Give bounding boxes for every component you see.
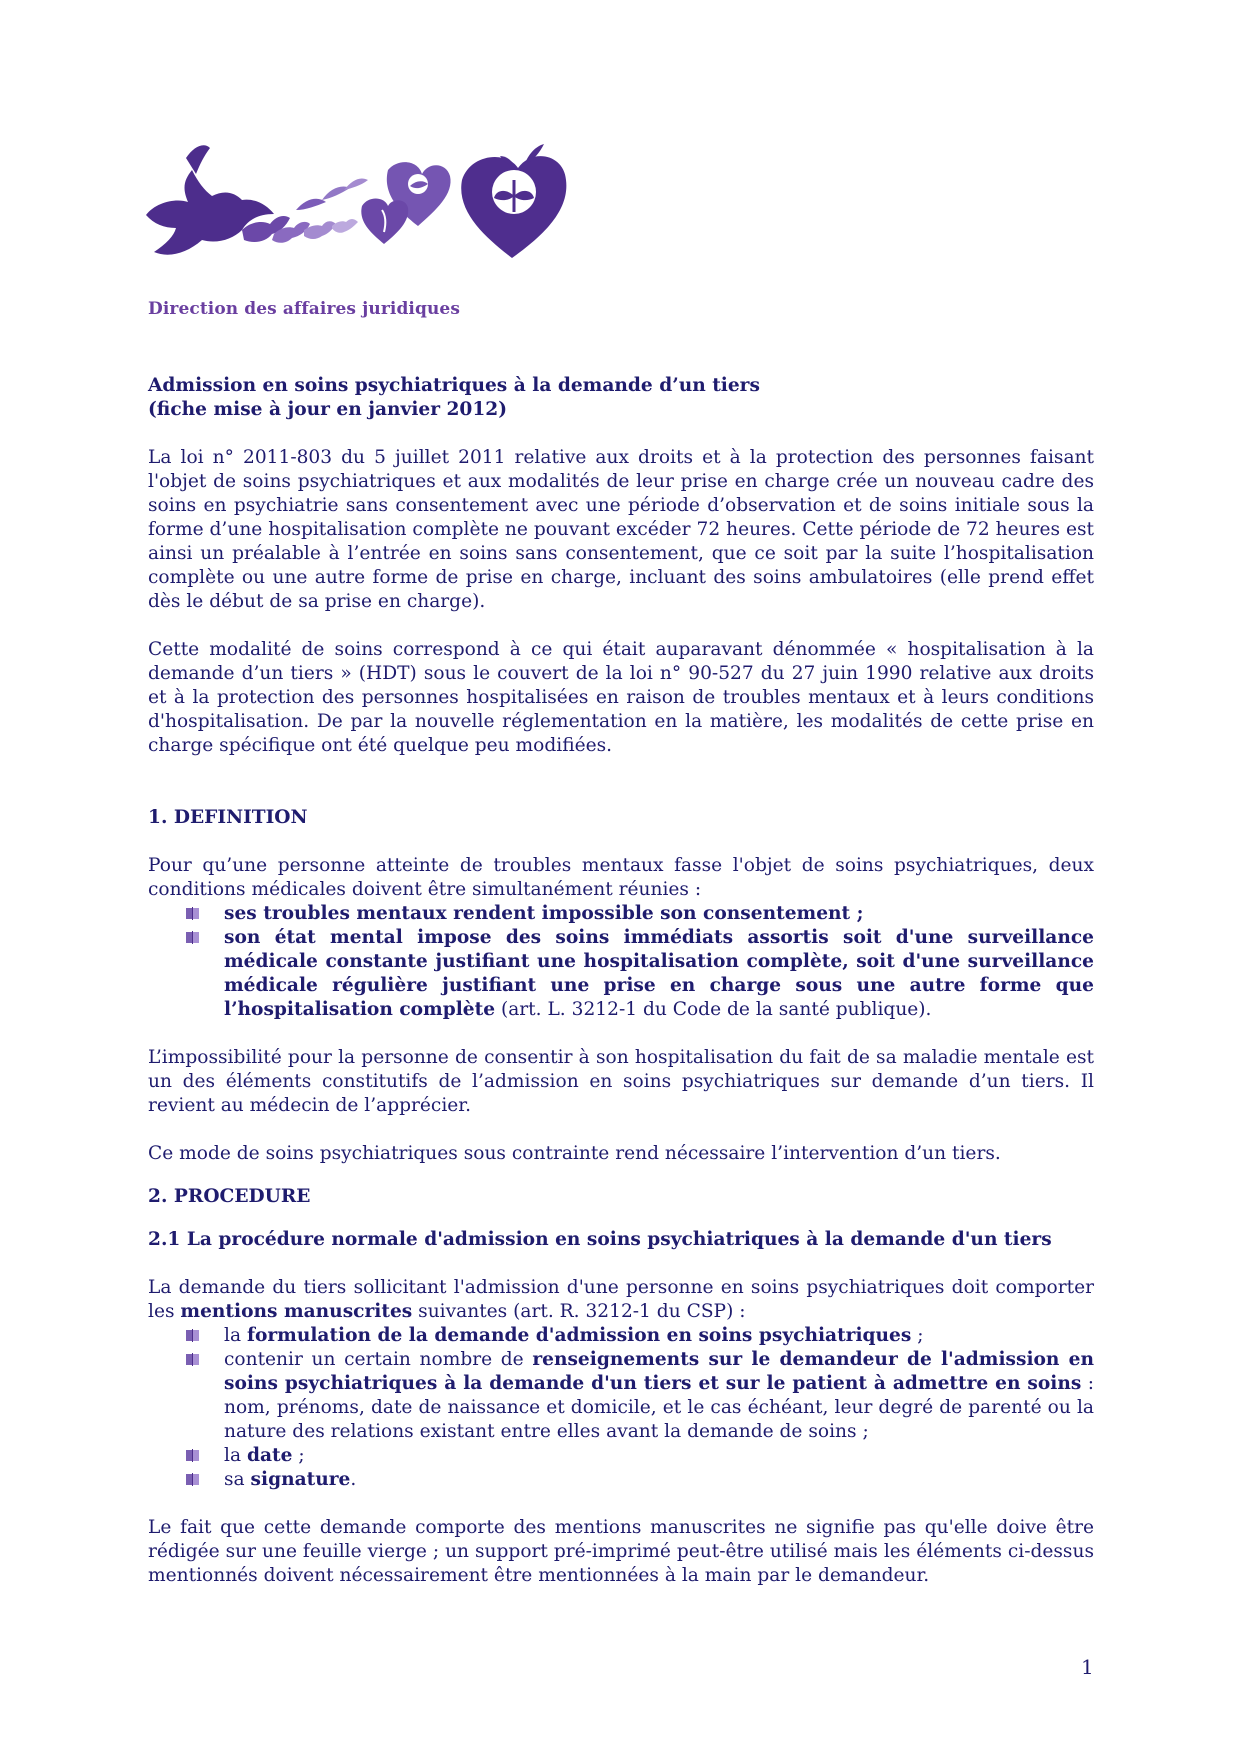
section-1-paragraph-2: L’impossibilité pour la personne de consentir à son hospitalisation du fait de sa maladie mentale est un des éléments constitutifs de l’admission en soins psychiatriques sur demande d’un tiers. Il revient au médecin de l’apprécier. xyxy=(148,1047,1094,1116)
item-pre: la xyxy=(224,1325,247,1346)
intro-paragraph-2: Cette modalité de soins correspond à ce qui était auparavant dénommée « hospitalisation à la demande d’un tiers » (HDT) sous le couvert de la loi n° 90-527 du 27 juin 1990 relative aux droits et à la protection des personnes hospitalisées en raison de troubles mentaux et à leurs conditions d'hospitalisation. De par la nouvelle réglementation en la matière, les modalités de cette prise en charge spécifique ont été quelque peu modifiées. xyxy=(148,639,1094,756)
book-bullet-icon xyxy=(186,1473,199,1486)
list-item xyxy=(148,926,1094,1022)
section-2-intro xyxy=(148,1276,1094,1324)
conditions-list xyxy=(148,902,1094,1022)
intro-paragraph-1: La loi n° 2011-803 du 5 juillet 2011 relative aux droits et à la protection des personnes faisant l'objet de soins psychiatriques et aux modalités de leur prise en charge crée un nouveau cadre des soins en psychiatrie sans consentement avec une période d’observation et de soins initiale sous la forme d’une hospitalisation complète ne pouvant excéder 72 heures. Cette période de 72 heures est ainsi un préalable à l’entrée en soins sans consentement, que ce soit par la suite l’hospitalisation complète ou une autre forme de prise en charge, incluant des soins ambulatoires (elle prend effet dès le début de sa prise en charge). xyxy=(148,447,1094,612)
list-item xyxy=(148,1324,1094,1348)
section-2-intro-text: La demande du tiers sollicitant l'admission d'une personne en soins psychiatriques doit comporter les xyxy=(148,1277,1094,1322)
condition-1: ses troubles mentaux rendent impossible son consentement ; xyxy=(224,903,864,924)
item-pre: sa xyxy=(224,1469,251,1490)
item-bold: renseignements sur le demandeur de l'admission en soins psychiatriques à la demande d'un tiers et sur le patient à admettre en soins xyxy=(224,1349,1094,1394)
item-bold: date xyxy=(246,1445,293,1466)
list-item xyxy=(148,1348,1094,1444)
item-post: . xyxy=(350,1469,357,1490)
list-item xyxy=(148,1444,1094,1468)
list-item xyxy=(148,1468,1094,1492)
book-bullet-icon xyxy=(186,907,199,920)
item-post: ; xyxy=(911,1325,924,1346)
book-bullet-icon xyxy=(186,1329,199,1342)
section-1-heading: 1. DEFINITION xyxy=(148,807,308,828)
list-item xyxy=(148,902,1094,926)
condition-2: son état mental impose des soins immédiats assortis soit d'une surveillance médicale constante justifiant une hospitalisation complète, soit d'une surveillance médicale régulière justifiant une prise en charge sous une autre forme que l’hospitalisation complète xyxy=(224,927,1094,1020)
item-bold: formulation de la demande d'admission en soins psychiatriques xyxy=(246,1325,912,1346)
title-line2: (fiche mise à jour en janvier 2012) xyxy=(148,399,508,420)
section-2-intro-bold: mentions manuscrites xyxy=(180,1301,413,1322)
document-title xyxy=(148,374,1094,422)
book-bullet-icon xyxy=(186,931,199,944)
doves-and-hearts-logo xyxy=(146,140,616,290)
section-1-intro: Pour qu’une personne atteinte de troubles mentaux fasse l'objet de soins psychiatriques, deux conditions médicales doivent être simultanément réunies : xyxy=(148,855,1094,900)
page-number: 1 xyxy=(1081,1655,1094,1679)
book-bullet-icon xyxy=(186,1353,199,1366)
section-2-final-paragraph: Le fait que cette demande comporte des mentions manuscrites ne signifie pas qu'elle doive être rédigée sur une feuille vierge ; un support pré-imprimé peut-être utilisé mais les éléments ci-dessus mentionnés doivent nécessairement être mentionnées à la main par le demandeur. xyxy=(148,1517,1094,1586)
item-bold: signature xyxy=(250,1469,351,1490)
section-2-intro-ref: suivantes (art. R. 3212-1 du CSP) : xyxy=(412,1301,746,1322)
item-post: : nom, prénoms, date de naissance et domicile, et le cas échéant, leur degré de parenté ou la nature des relations existant entre elles avant la demande de soins ; xyxy=(224,1373,1094,1442)
department-name: Direction des affaires juridiques xyxy=(148,299,461,319)
section-2-heading: 2. PROCEDURE xyxy=(148,1186,311,1207)
item-pre: la xyxy=(224,1445,247,1466)
condition-2-reference: (art. L. 3212-1 du Code de la santé publique). xyxy=(495,999,932,1020)
item-pre: contenir un certain nombre de xyxy=(224,1349,533,1370)
document-body xyxy=(148,374,1094,1588)
mentions-list xyxy=(148,1324,1094,1492)
item-post: ; xyxy=(292,1445,305,1466)
section-2-1-heading: 2.1 La procédure normale d'admission en soins psychiatriques à la demande d'un tiers xyxy=(148,1229,1052,1250)
section-1-paragraph-3: Ce mode de soins psychiatriques sous contrainte rend nécessaire l’intervention d’un tiers. xyxy=(148,1143,1001,1164)
book-bullet-icon xyxy=(186,1449,199,1462)
title-line1: Admission en soins psychiatriques à la demande d’un tiers xyxy=(148,375,760,396)
